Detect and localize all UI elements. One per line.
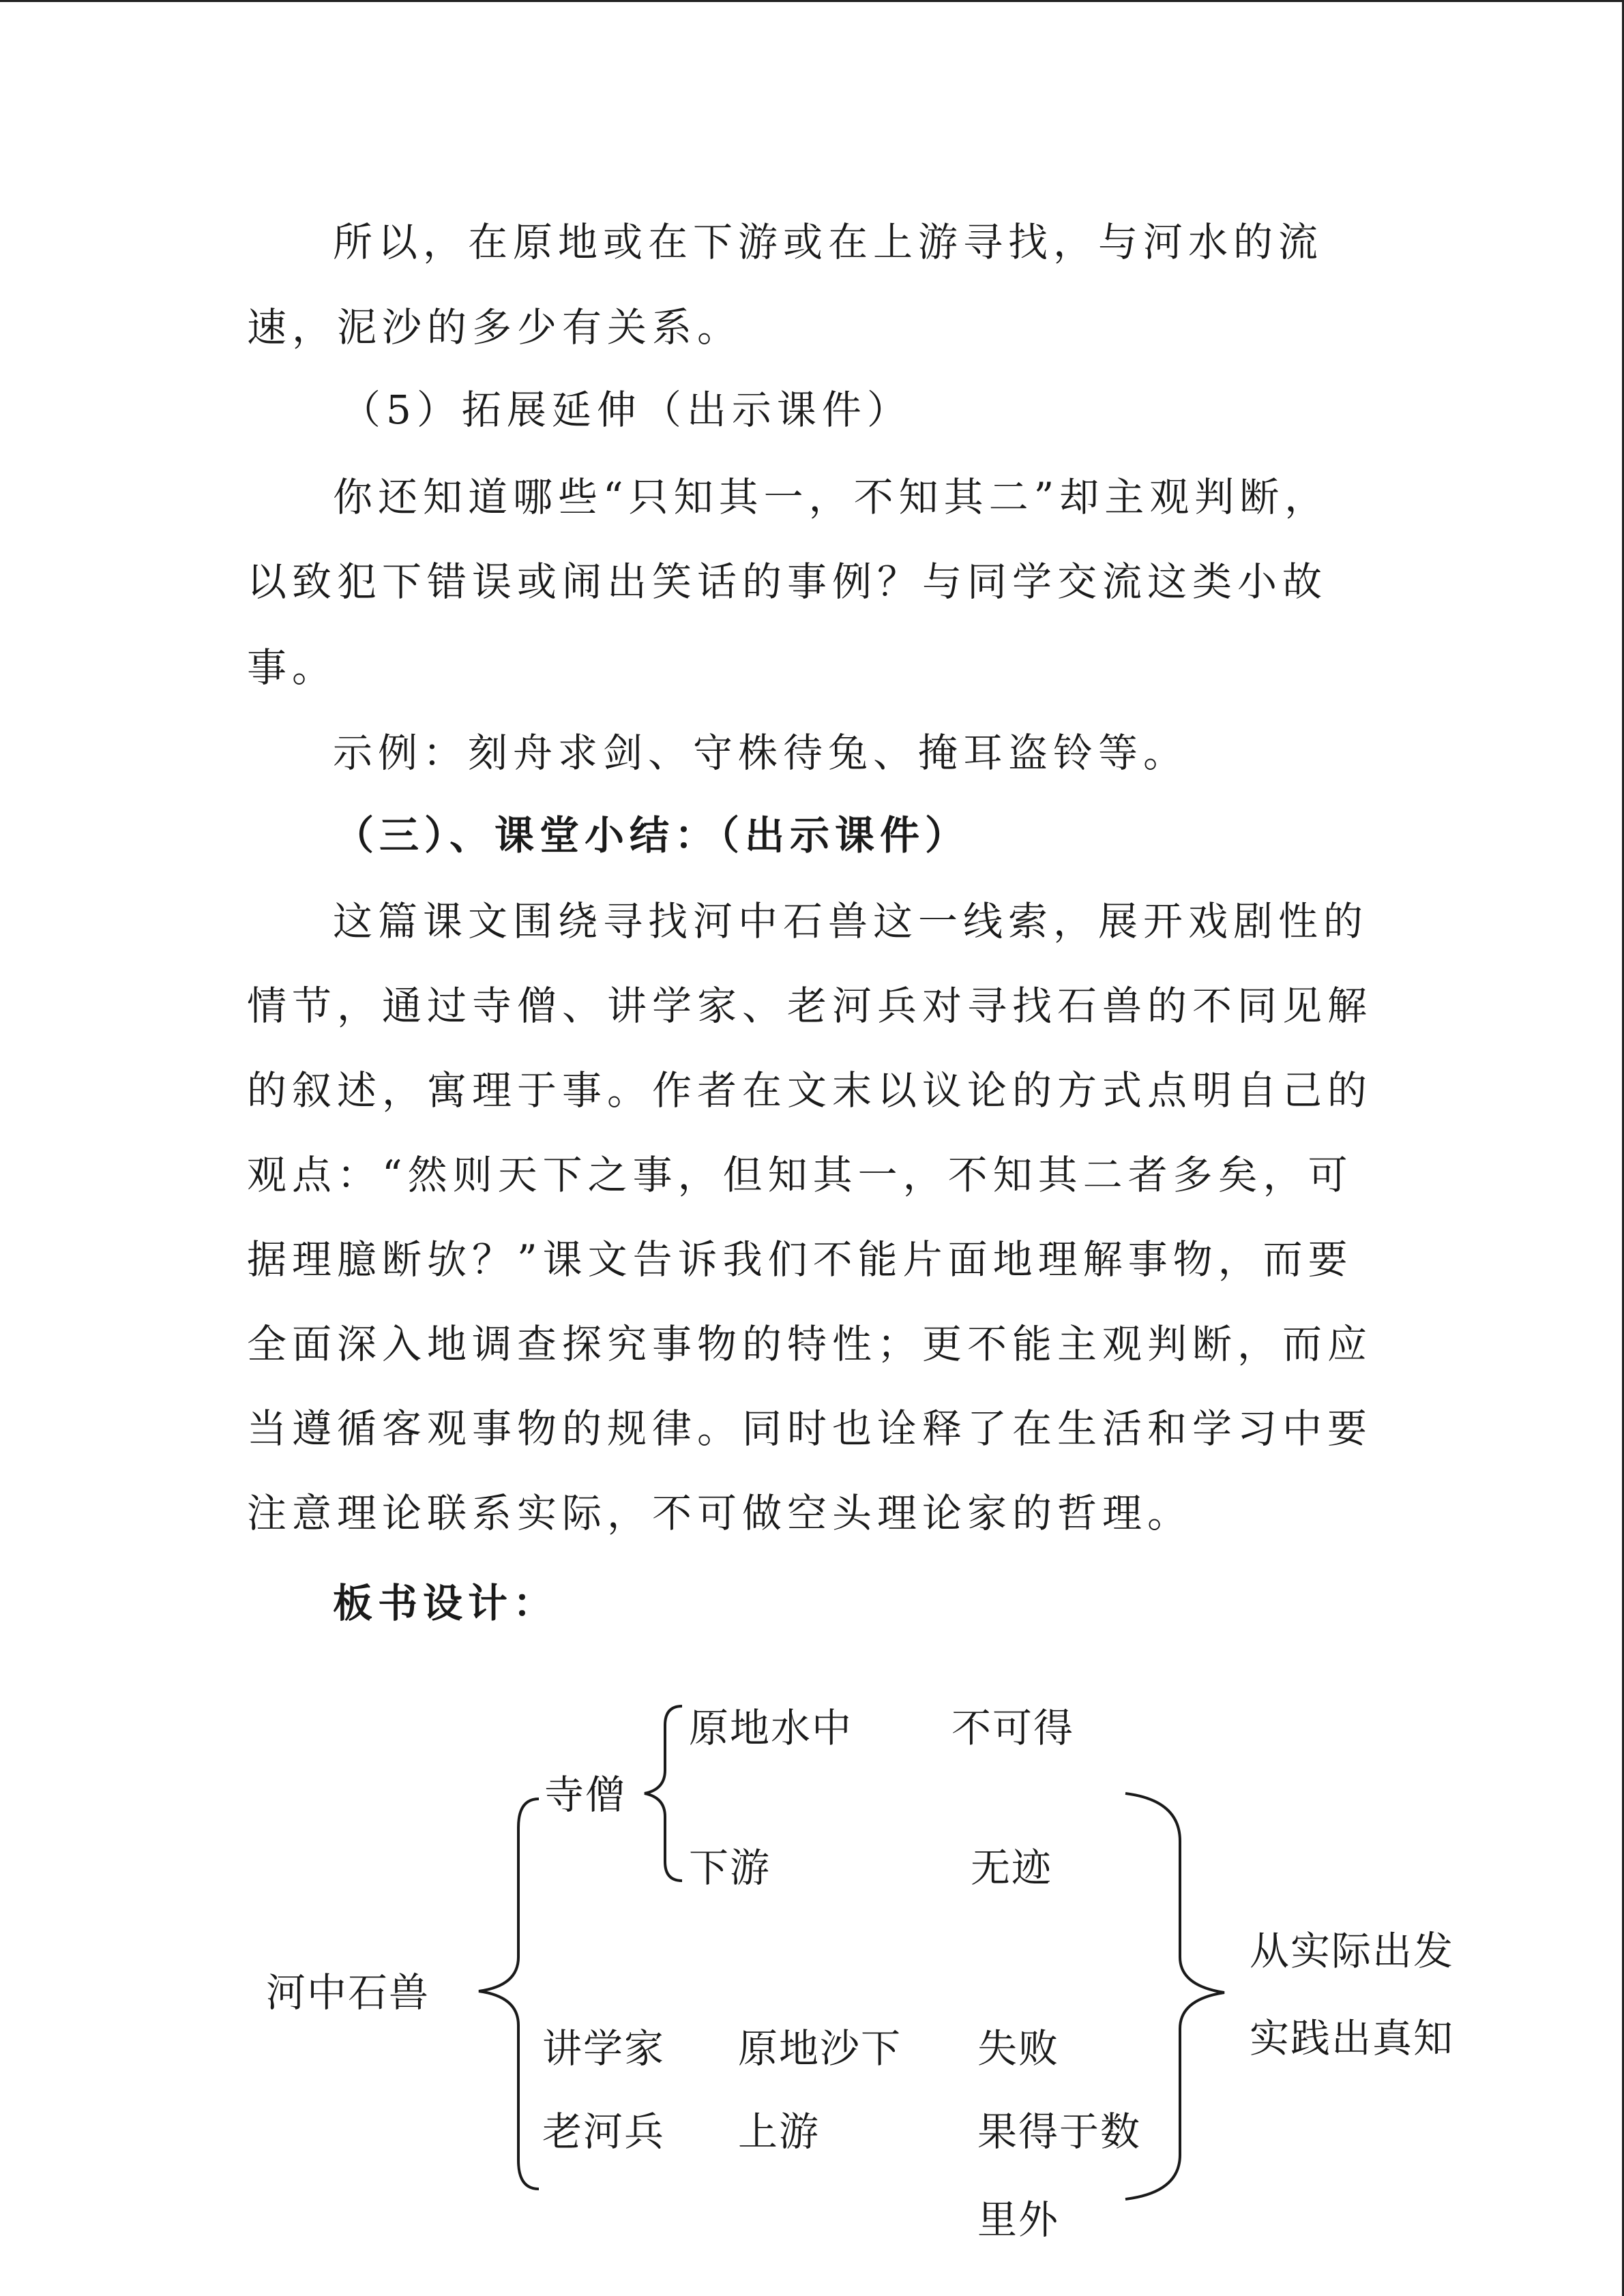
board-soldier-result: 里外 <box>977 2196 1060 2243</box>
paragraph-line: 的叙述，寓理于事。作者在文末以议论的方式点明自己的 <box>247 1067 1373 1114</box>
paragraph-line: 当遵循客观事物的规律。同时也诠释了在生活和学习中要 <box>247 1405 1373 1452</box>
board-root: 河中石兽 <box>266 1969 430 2016</box>
paragraph-line: （5）拓展延伸（出示课件） <box>341 387 912 433</box>
paragraph-line: 所以，在原地或在下游或在上游寻找，与河水的流 <box>333 219 1324 265</box>
paragraph-line: 示例：刻舟求剑、守株待兔、掩耳盗铃等。 <box>333 730 1189 776</box>
paragraph-line: 你还知道哪些“只知其一，不知其二”却主观判断， <box>333 474 1330 520</box>
paragraph-line: 速，泥沙的多少有关系。 <box>247 304 743 351</box>
root-brace <box>479 1799 539 2189</box>
paragraph-line: 据理臆断欤？”课文告诉我们不能片面地理解事物，而要 <box>247 1236 1353 1283</box>
board-conclusion: 从实际出发 <box>1250 1928 1455 1974</box>
board-conclusion: 实践出真知 <box>1250 2015 1455 2061</box>
board-scholar-place: 原地沙下 <box>738 2025 902 2072</box>
board-soldier-result: 果得于数 <box>977 2108 1142 2155</box>
paragraph-line: 注意理论联系实际，不可做空头理论家的哲理。 <box>247 1490 1193 1536</box>
board-monk-result-b: 无迹 <box>971 1845 1053 1891</box>
paragraph-line: 情节，通过寺僧、讲学家、老河兵对寻找石兽的不同见解 <box>247 983 1373 1029</box>
monk-brace <box>645 1706 682 1881</box>
paragraph-line: 以致犯下错误或闹出笑话的事例？与同学交流这类小故 <box>247 558 1328 605</box>
board-monk-place-a: 原地水中 <box>689 1705 853 1751</box>
board-soldier: 老河兵 <box>542 2108 666 2155</box>
board-monk: 寺僧 <box>544 1772 627 1818</box>
paragraph-line: 事。 <box>247 644 338 691</box>
paragraph-line: 这篇课文围绕寻找河中石兽这一线索，展开戏剧性的 <box>333 898 1369 944</box>
board-monk-result-a: 不可得 <box>951 1705 1075 1751</box>
board-soldier-place: 上游 <box>738 2108 821 2155</box>
paragraph-line: 观点：“然则天下之事，但知其一，不知其二者多矣，可 <box>247 1152 1353 1198</box>
paragraph-line: 全面深入地调查探究事物的特性；更不能主观判断，而应 <box>247 1321 1373 1367</box>
board-scholar: 讲学家 <box>542 2025 666 2072</box>
board-monk-place-b: 下游 <box>689 1845 771 1891</box>
section-heading: 板书设计： <box>333 1580 559 1626</box>
section-heading: （三）、课堂小结：（出示课件） <box>334 812 971 859</box>
board-scholar-result: 失败 <box>977 2025 1060 2072</box>
